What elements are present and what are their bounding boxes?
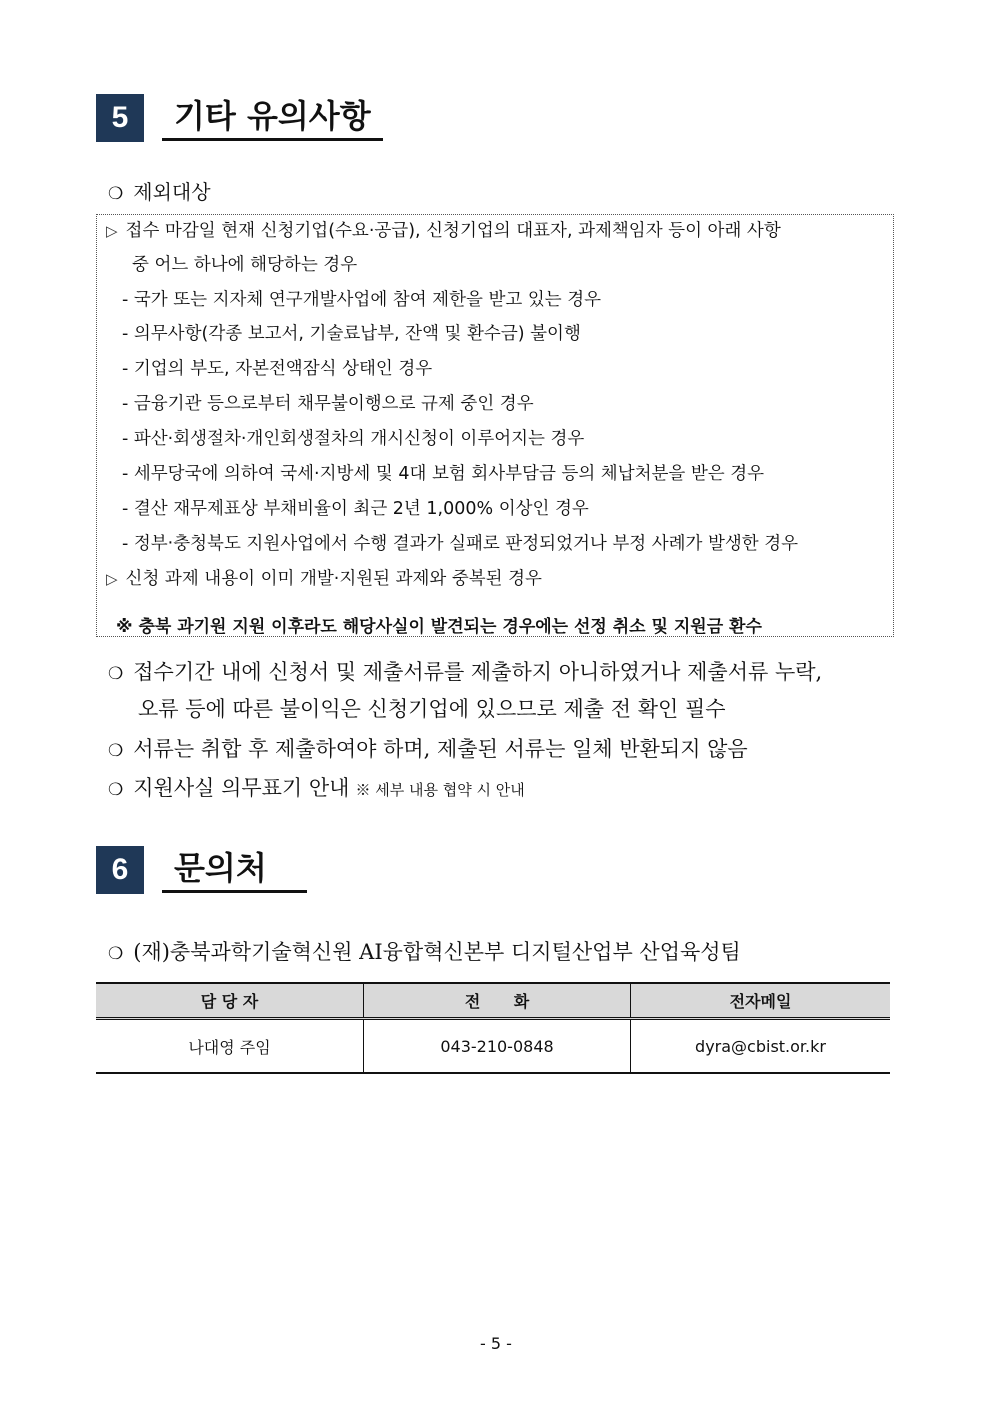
header-email: 전자메일 <box>631 983 891 1019</box>
exclusion-heading: ❍ 제외대상 <box>108 180 211 204</box>
circle-bullet-icon: ❍ <box>108 944 124 964</box>
bullet-3-note: ※ 세부 내용 협약 시 안내 <box>355 781 525 799</box>
contact-phone: 043-210-0848 <box>364 1019 631 1074</box>
box-item-1: ▷ 접수 마감일 현재 신청기업(수요·공급), 신청기업의 대표자, 과제책임자 등이 아래 사항 <box>106 221 781 241</box>
box-subitem: - 금융기관 등으로부터 채무불이행으로 규제 중인 경우 <box>122 394 534 414</box>
contact-person: 나대영 주임 <box>96 1019 364 1074</box>
table-row <box>96 1019 890 1074</box>
section-title: 문의처 <box>162 846 307 893</box>
circle-bullet-icon: ❍ <box>108 184 124 204</box>
contact-org: ❍ (재)충북과학기술혁신원 AI융합혁신본부 디지털산업부 산업육성팀 <box>108 940 741 964</box>
circle-bullet-icon: ❍ <box>108 780 124 800</box>
box-subitem: - 파산·회생절차·개인회생절차의 개시신청이 이루어지는 경우 <box>122 429 585 449</box>
box-subitem: - 세무당국에 의하여 국세·지방세 및 4대 보험 회사부담금 등의 체납처분을 받은 경우 <box>122 464 765 484</box>
bullet-2: ❍ 서류는 취합 후 제출하여야 하며, 제출된 서류는 일체 반환되지 않음 <box>108 737 748 761</box>
box-item-1-cont: 중 어느 하나에 해당하는 경우 <box>132 255 358 275</box>
triangle-bullet-icon: ▷ <box>106 222 118 240</box>
section-number: 5 <box>96 94 144 142</box>
box-subitem: - 의무사항(각종 보고서, 기술료납부, 잔액 및 환수금) 불이행 <box>122 324 581 344</box>
page-number: - 5 - <box>480 1334 512 1353</box>
box-subitem: - 기업의 부도, 자본전액잠식 상태인 경우 <box>122 359 433 379</box>
bullet-1-cont: 오류 등에 따른 불이익은 신청기업에 있으므로 제출 전 확인 필수 <box>138 697 726 721</box>
triangle-bullet-icon: ▷ <box>106 570 118 588</box>
section-number: 6 <box>96 846 144 894</box>
circle-bullet-icon: ❍ <box>108 741 124 761</box>
header-person: 담 당 자 <box>96 983 364 1019</box>
contact-email[interactable]: dyra@cbist.or.kr <box>631 1019 891 1074</box>
box-item-2: ▷ 신청 과제 내용이 이미 개발·지원된 과제와 중복된 경우 <box>106 569 542 589</box>
box-subitem: - 결산 재무제표상 부채비율이 최근 2년 1,000% 이상인 경우 <box>122 499 589 519</box>
notice-text: ※ 충북 과기원 지원 이후라도 해당사실이 발견되는 경우에는 선정 취소 및 지원금 환수 <box>116 617 762 637</box>
bullet-1: ❍ 접수기간 내에 신청서 및 제출서류를 제출하지 아니하였거나 제출서류 누락, <box>108 660 823 684</box>
circle-bullet-icon: ❍ <box>108 664 124 684</box>
contact-table <box>96 982 890 1074</box>
header-phone: 전 화 <box>364 983 631 1019</box>
box-subitem: - 정부‧충청북도 지원사업에서 수행 결과가 실패로 판정되었거나 부정 사례가 발생한 경우 <box>122 534 799 554</box>
section-title: 기타 유의사항 <box>162 94 383 141</box>
box-subitem: - 국가 또는 지자체 연구개발사업에 참여 제한을 받고 있는 경우 <box>122 290 602 310</box>
bullet-3: ❍ 지원사실 의무표기 안내 ※ 세부 내용 협약 시 안내 <box>108 776 525 800</box>
